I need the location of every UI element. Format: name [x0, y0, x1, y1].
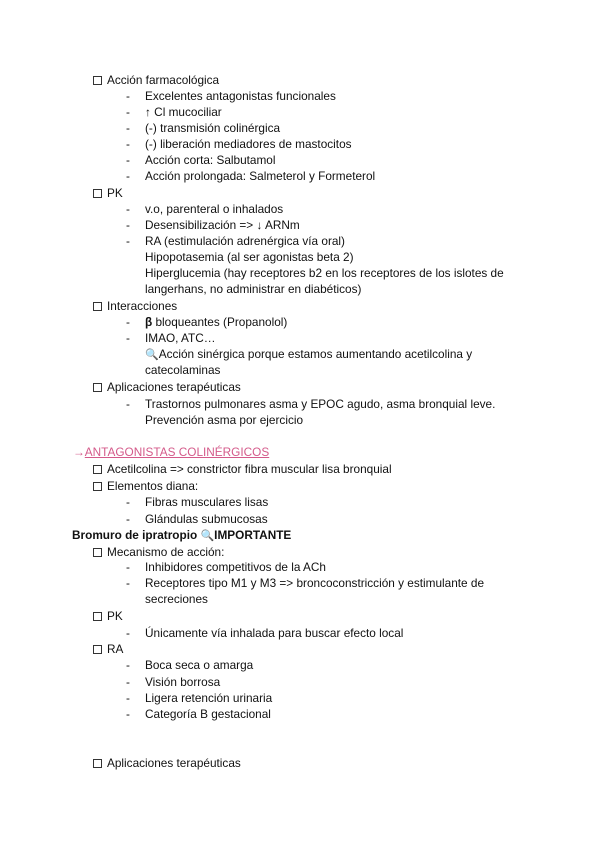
heading: Aplicaciones terapéuticas — [107, 756, 241, 770]
heading: Interacciones — [107, 299, 178, 313]
list-item: Inhibidores competitivos de la ACh — [145, 560, 326, 574]
bullet: - — [126, 331, 130, 345]
magnifier-icon: 🔍 — [145, 349, 159, 361]
bullet: - — [126, 105, 130, 119]
bullet: - — [126, 218, 130, 232]
list-item: Fibras musculares lisas — [145, 495, 269, 509]
heading: Acción farmacológica — [107, 73, 220, 87]
checkbox[interactable] — [93, 465, 102, 474]
list-item: (-) transmisión colinérgica — [145, 121, 281, 135]
checklist-accion[interactable] — [93, 72, 219, 88]
list-item: v.o, parenteral o inhalados — [145, 202, 284, 216]
bullet: - — [126, 658, 130, 672]
list-item: Ligera retención urinaria — [145, 691, 273, 705]
bullet: - — [126, 397, 130, 411]
bromuro-heading — [72, 527, 291, 544]
heading: Mecanismo de acción: — [107, 545, 225, 559]
importante-badge: IMPORTANTE — [214, 528, 292, 542]
heading: RA — [107, 642, 124, 656]
bullet: - — [126, 560, 130, 574]
list-item: Trastornos pulmonares asma y EPOC agudo, asma bronquial leve. — [145, 397, 496, 411]
list-item: Acción prolongada: Salmeterol y Formeterol — [145, 169, 376, 183]
bullet: - — [126, 315, 130, 329]
list-item: Glándulas submucosas — [145, 512, 268, 526]
list-item: Visión borrosa — [145, 675, 221, 689]
note-text: Acción sinérgica porque estamos aumentando acetilcolina y — [158, 347, 473, 361]
checkbox[interactable] — [93, 548, 102, 557]
bullet: - — [126, 576, 130, 590]
checkbox[interactable] — [93, 645, 102, 654]
checkbox[interactable] — [93, 482, 102, 491]
list-item: ↑ Cl mucociliar — [145, 105, 222, 119]
antagonistas-link[interactable]: ANTAGONISTAS COLINÉRGICOS — [84, 445, 270, 459]
checkbox[interactable] — [93, 612, 102, 621]
heading: PK — [107, 609, 123, 623]
bullet: - — [126, 153, 130, 167]
arrow-icon: → — [73, 445, 85, 459]
checkbox[interactable] — [93, 759, 102, 768]
checklist-aplicaciones2[interactable] — [93, 755, 241, 771]
checkbox[interactable] — [93, 383, 102, 392]
checklist-ra[interactable] — [93, 641, 123, 657]
bullet: - — [126, 121, 130, 135]
note — [145, 346, 472, 363]
list-item: Boca seca o amarga — [145, 658, 254, 672]
item-text: Acetilcolina => constrictor fibra muscular lisa bronquial — [107, 462, 392, 476]
list-item: (-) liberación mediadores de mastocitos — [145, 137, 352, 151]
checkbox[interactable] — [93, 76, 102, 85]
checklist-interacciones[interactable] — [93, 298, 177, 314]
list-item: Categoría B gestacional — [145, 707, 271, 721]
bullet: - — [126, 495, 130, 509]
bullet: - — [126, 512, 130, 526]
list-item-cont: langerhans, no administrar en diabéticos) — [145, 282, 362, 296]
bullet: - — [126, 169, 130, 183]
checkbox[interactable] — [93, 302, 102, 311]
checklist-pk2[interactable] — [93, 608, 123, 624]
heading: Elementos diana: — [107, 479, 199, 493]
list-item: Únicamente vía inhalada para buscar efecto local — [145, 626, 404, 640]
checklist-elementos[interactable] — [93, 478, 198, 494]
bullet: - — [126, 691, 130, 705]
checklist-mecanismo[interactable] — [93, 544, 224, 560]
list-item: Excelentes antagonistas funcionales — [145, 89, 336, 103]
list-item-cont: Prevención asma por ejercicio — [145, 413, 304, 427]
heading: PK — [107, 186, 123, 200]
bullet: - — [126, 675, 130, 689]
bromuro-title: Bromuro de ipratropio — [72, 528, 198, 542]
beta-symbol: β — [145, 315, 153, 329]
checkbox[interactable] — [93, 189, 102, 198]
list-item-cont: secreciones — [145, 592, 208, 606]
bullet: - — [126, 234, 130, 248]
list-item — [145, 314, 287, 330]
list-item: IMAO, ATC… — [145, 331, 216, 345]
checklist-acetilcolina[interactable] — [93, 461, 392, 477]
note-cont: catecolaminas — [145, 363, 221, 377]
heading: Aplicaciones terapéuticas — [107, 380, 241, 394]
bullet: - — [126, 137, 130, 151]
bullet: - — [126, 202, 130, 216]
list-item-text: bloqueantes (Propanolol) — [152, 315, 288, 329]
bullet: - — [126, 89, 130, 103]
list-item: RA (estimulación adrenérgica vía oral) — [145, 234, 345, 248]
magnifier-icon: 🔍 — [200, 530, 215, 542]
checklist-pk[interactable] — [93, 185, 123, 201]
section-heading — [73, 444, 269, 460]
list-item-cont: Hiperglucemia (hay receptores b2 en los receptores de los islotes de — [145, 266, 504, 280]
checklist-aplicaciones[interactable] — [93, 379, 241, 395]
bullet: - — [126, 626, 130, 640]
list-item: Desensibilización => ↓ ARNm — [145, 218, 300, 232]
bullet: - — [126, 707, 130, 721]
list-item-cont: Hipopotasemia (al ser agonistas beta 2) — [145, 250, 354, 264]
list-item: Receptores tipo M1 y M3 => broncoconstricción y estimulante de — [145, 576, 484, 590]
list-item: Acción corta: Salbutamol — [145, 153, 276, 167]
